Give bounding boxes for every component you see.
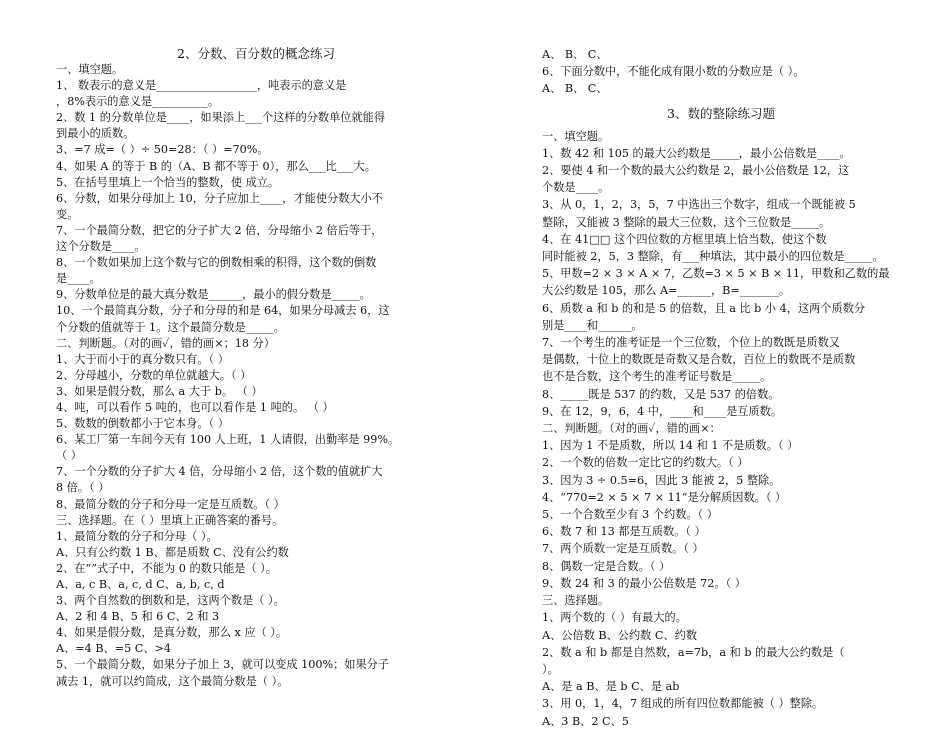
text-line: 3、=7 成=（ ）÷ 50=28：（ ）=70%。: [56, 143, 269, 157]
text-line: 3、因为 3 ÷ 0.5=6，因此 3 能被 2，5 整除。: [542, 473, 781, 487]
text-line: A、公倍数 B、公约数 C、约数: [542, 628, 698, 642]
text-line: 5、一个最简分数，如果分子加上 3，就可以变成 100%；如果分子: [56, 658, 390, 672]
text-line: A、=4 B、=5 C、>4: [56, 642, 172, 656]
text-line: （ ）: [56, 449, 82, 463]
text-line: 1、大于而小于的真分数只有。（ ）: [56, 352, 229, 366]
text-line: 三、选择题。: [542, 594, 610, 608]
text-line: 3、如果是假分数，那么 a 大于 b。 （ ）: [56, 384, 263, 398]
text-line: 二、判断题。（对的画✓，错的画×：: [542, 422, 721, 436]
left-column: [56, 46, 456, 690]
text-line: 9、分数单位是的最大真分数是______，最小的假分数是_____。: [56, 288, 371, 302]
text-line: 4、吨，可以看作 5 吨的，也可以看作是 1 吨的。 （ ）: [56, 400, 334, 414]
text-line: 5、数数的倒数都小于它本身。（ ）: [56, 417, 229, 431]
text-line: 一、填空题。: [56, 63, 124, 76]
text-line: 6、某工厂第一车间今天有 100 人上班，1 人请假，出勤率是 99%。: [56, 433, 400, 447]
text-line: 8、一个数如果加上这个数与它的倒数相乘的积得，这个数的倒数: [56, 256, 377, 270]
text-line: 6、数 7 和 13 都是互质数。（ ）: [542, 525, 706, 539]
text-line: 3、两个自然数的倒数和是，这两个数是（ ）。: [56, 594, 285, 608]
text-line: 也不是合数，这个考生的准考证号数是_____。: [542, 370, 772, 384]
text-line: 大公约数是 105，那么 A=______，B=_______。: [542, 284, 791, 298]
text-line: A、a, c B、a, c, d C、a, b, c, d: [56, 578, 225, 591]
text-line: 9、数 24 和 3 的最小公倍数是 72。（ ）: [542, 576, 746, 590]
text-line: 3、用 0，1，4，7 组成的所有四位数都能被（ ）整除。: [542, 697, 824, 711]
text-line: A、 B、 C、: [542, 82, 608, 96]
text-line: 6、下面分数中，不能化成有限小数的分数应是（ ）。: [542, 65, 805, 79]
text-line: 7、一个考生的准考证是一个三位数，个位上的数既是质数又: [542, 336, 840, 350]
text-line: 8 倍。（ ）: [56, 481, 110, 495]
text-line: A、2 和 4 B、5 和 6 C、2 和 3: [56, 610, 220, 624]
text-line: 个分数的值就等于 1。这个最简分数是_____。: [56, 320, 285, 334]
text-line: 这个分数是____。: [56, 240, 146, 254]
text-line: 10、一个最简真分数，分子和分母的和是 64，如果分母减去 6，这: [56, 304, 390, 318]
left-lines: [56, 62, 456, 690]
text-line: A、是 a B、是 b C、是 ab: [542, 680, 680, 694]
text-line: 是偶数，十位上的数既是奇数又是合数，百位上的数既不是质数: [542, 353, 856, 367]
text-line: 一、填空题。: [542, 129, 610, 143]
text-line: 8、偶数一定是合数。（ ）: [542, 559, 671, 573]
right-section-title: 3、数的整除练习题: [667, 105, 775, 121]
text-line: 是____。: [56, 272, 101, 286]
text-line: 8、_____既是 537 的约数，又是 537 的倍数。: [542, 387, 780, 401]
text-line: 5、一个合数至少有 3 个约数。（ ）: [542, 508, 718, 522]
text-line: 1、两个数的（ ）有最大的。: [542, 611, 687, 625]
text-line: A、只有公约数 1 B、都是质数 C、没有公约数: [56, 545, 289, 559]
text-line: 1、数 42 和 105 的最大公约数是_____，最小公倍数是____。: [542, 146, 851, 160]
text-line: 别是____和______。: [542, 318, 643, 332]
text-line: 二、判断题。（对的画✓，错的画×；18 分）: [56, 336, 275, 350]
text-line: A、3 B、2 C、5: [542, 714, 629, 728]
text-line: 同时能被 2，5，3 整除，有___种填法，其中最小的四位数是_____。: [542, 250, 884, 264]
left-section-title: 2、分数、百分数的概念练习: [177, 46, 335, 61]
text-line: 1、 数表示的意义是__________________，吨表示的意义是: [56, 79, 347, 93]
text-line: 4、如果是假分数，是真分数，那么 x 应（ ）。: [56, 626, 288, 640]
text-line: 6、分数，如果分母加上 10，分子应加上____，才能使分数大小不: [56, 191, 383, 205]
text-line: 4、在 41□□ 这个四位数的方框里填上恰当数，使这个数: [542, 232, 827, 246]
text-line: 整除，又能被 3 整除的最大三位数，这个三位数是_____。: [542, 215, 831, 229]
text-line: 2、在“”式子中，不能为 0 的数只能是（ ）。: [56, 561, 277, 575]
right-top-lines: [536, 46, 906, 98]
text-line: 2、分母越小，分数的单位就越大。（ ）: [56, 368, 252, 382]
right-lines: [536, 128, 906, 730]
text-line: ）。: [542, 662, 559, 676]
text-line: 3、从 0，1，2，3，5，7 中选出三个数字，组成一个既能被 5: [542, 198, 856, 212]
text-line: 2、一个数的倍数一定比它的约数大。（ ）: [542, 456, 749, 470]
text-line: ，8%表示的意义是__________。: [56, 95, 220, 109]
text-line: 7、两个质数一定是互质数。（ ）: [542, 542, 704, 556]
text-line: 1、因为 1 不是质数，所以 14 和 1 不是质数。（ ）: [542, 439, 799, 453]
text-line: 2、要使 4 和一个数的最大公约数是 2，最小公倍数是 12，这: [542, 164, 850, 178]
text-line: 1、最简分数的分子和分母（ ）。: [56, 529, 218, 543]
text-line: 个数是____。: [542, 181, 610, 195]
text-line: 5、甲数=2 × 3 × A × 7，乙数=3 × 5 × B × 11，甲数和乙数的最: [542, 267, 890, 281]
text-line: 8、最简分数的分子和分母一定是互质数。（ ）: [56, 497, 285, 511]
text-line: 2、数 a 和 b 都是自然数，a=7b，a 和 b 的最大公约数是（: [542, 645, 845, 659]
text-line: 4、“770=2 × 5 × 7 × 11”是分解质因数。（ ）: [542, 490, 787, 504]
text-line: 7、一个最简分数，把它的分子扩大 2 倍，分母缩小 2 倍后等于，: [56, 223, 383, 237]
text-line: 2、数 1 的分数单位是____，如果添上___个这样的分数单位就能得: [56, 111, 386, 125]
text-line: 6、质数 a 和 b 的和是 5 的倍数，且 a 比 b 小 4，这两个质数分: [542, 301, 866, 315]
text-line: 到最小的质数。: [56, 127, 135, 141]
text-line: 7、一个分数的分子扩大 4 倍，分母缩小 2 倍，这个数的值就扩大: [56, 465, 383, 479]
text-line: 减去 1，就可以约简成，这个最简分数是（ ）。: [56, 674, 289, 688]
text-line: A、 B、 C、: [542, 48, 608, 61]
text-line: 变。: [56, 207, 79, 221]
text-line: 5、在括号里填上一个恰当的整数，使 成立。: [56, 175, 280, 189]
text-line: 4、如果 A 的等于 B 的（A、B 都不等于 0），那么___比___大。: [56, 159, 376, 173]
right-column: [536, 46, 906, 730]
text-line: 三、选择题。在（ ）里填上正确答案的番号。: [56, 513, 284, 527]
text-line: 9、在 12，9，6，4 中，____和____是互质数。: [542, 404, 783, 418]
